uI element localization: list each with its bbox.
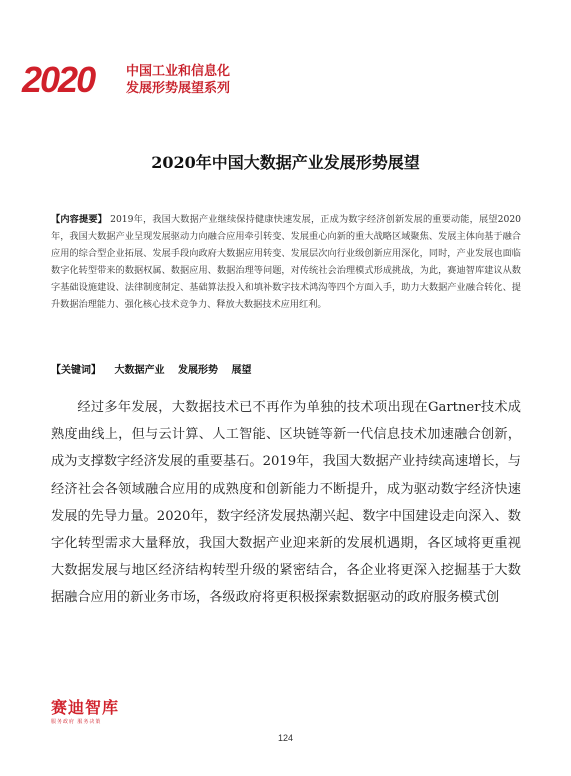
keyword-item: 大数据产业 (114, 365, 165, 376)
year-logo: 2020 (22, 59, 95, 100)
abstract-label: 【内容提要】 (51, 214, 108, 225)
body-paragraph: 经过多年发展，大数据技术已不再作为单独的技术项出现在Gartner技术成熟度曲线上，但与云计算、人工智能、区块链等新一代信息技术加速融合创新，成为支撑数字经济发展的重要基石。2019年，我国大数据产业持续高速增长，与经济社会各领域融合应用的成熟度和创新能力不断提升，成为驱动数字经济快速发展的先导力量。2020年，数字经济发展热潮兴起、数字中国建设走向深入、数字化转型需求大量释放，我国大数据产业迎来新的发展机遇期，各区域将更重视大数据发展与地区经济结构转型升级的紧密结合，各企业将更深入挖掘基于大数据融合应用的新业务市场，各级政府将更积极探索数据驱动的政府服务模式创 (51, 400, 521, 606)
keywords-label: 【关键词】 (51, 365, 101, 376)
abstract (51, 211, 521, 313)
ccid-logo-tagline: 服务政府 服务决策 (51, 719, 102, 725)
series-title-line2: 发展形势展望系列 (126, 80, 231, 95)
ccid-logo-name: 赛迪智库 (51, 700, 120, 717)
ccid-logo (51, 700, 119, 725)
keywords (51, 361, 261, 376)
series-title-line1: 中国工业和信息化 (126, 63, 231, 78)
body-text (51, 394, 521, 612)
keyword-item: 发展形势 (177, 365, 218, 376)
series-title (126, 62, 230, 96)
series-header (22, 60, 322, 100)
article-title: 2020年中国大数据产业发展形势展望 (151, 153, 420, 172)
page-number: 124 (277, 733, 294, 743)
keyword-item: 展望 (231, 365, 252, 376)
abstract-text: 2019年，我国大数据产业继续保持健康快速发展，正成为数字经济创新发展的重要动能，展望2020年，我国大数据产业呈现发展驱动力向融合应用牵引转变、发展重心向新的重大战略区域聚焦、发展主体向基于融合应用的综合型企业拓展、发展手段向政府大数据应用转变、发展层次向行业级创新应用深化，同时，产业发展也面临数字化转型带来的数据权属、数据应用、数据治理等问题，对传统社会治理模式形成挑战，为此，赛迪智库建议从数字基础设施建设、法律制度制定、基础算法投入和填补数字技术鸿沟等四个方面入手，助力大数据产业融合转化、提升数据治理能力、强化核心技术竞争力、释放大数据技术应用红利。 (51, 214, 522, 310)
